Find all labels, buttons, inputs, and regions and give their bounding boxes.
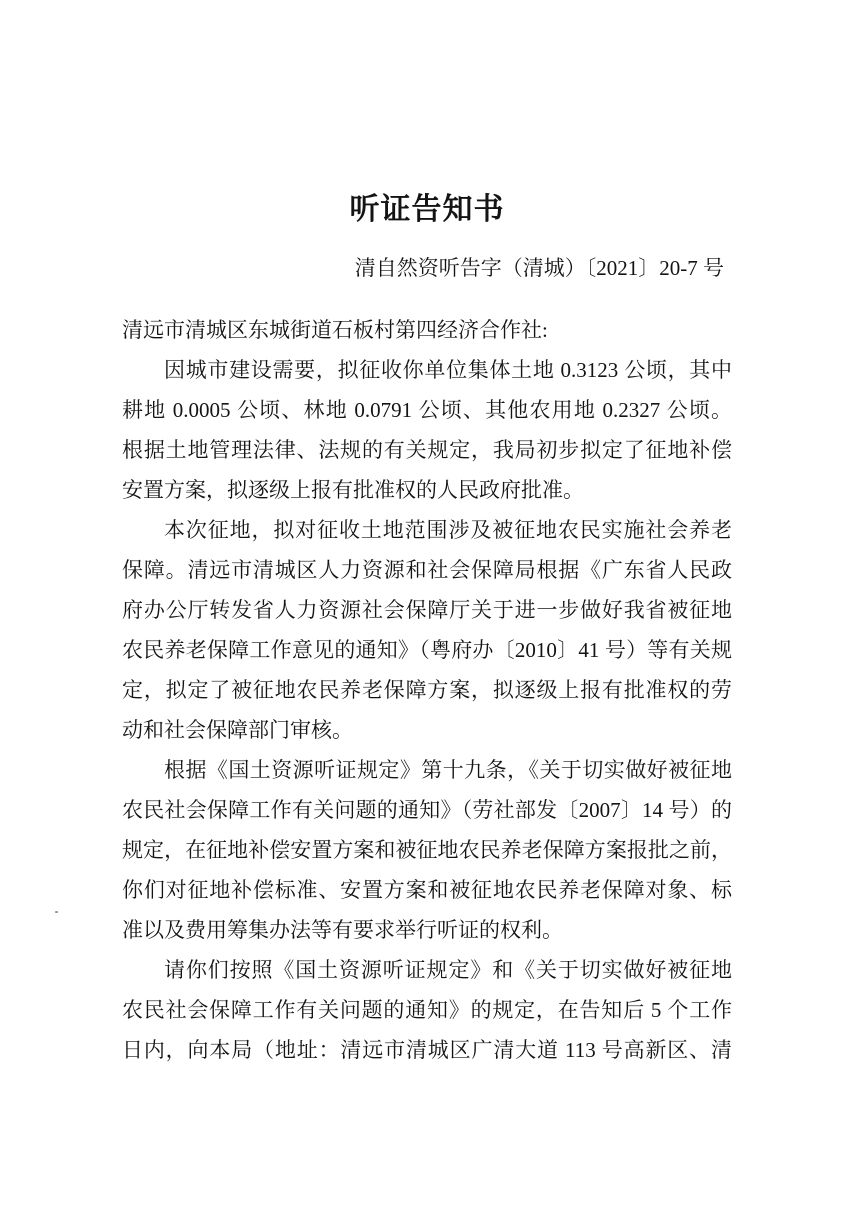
document-line: 农民社会保障工作有关问题的通知》（劳社部发〔2007〕14 号）的 (122, 798, 732, 822)
document-line: 请你们按照《国土资源听证规定》和《关于切实做好被征地 (164, 958, 732, 982)
document-line: 动和社会保障部门审核。 (122, 718, 353, 742)
document-line: 府办公厅转发省人力资源社会保障厅关于进一步做好我省被征地 (122, 598, 732, 622)
document-line: 农民养老保障工作意见的通知》（粤府办〔2010〕41 号）等有关规 (122, 638, 732, 662)
document-line: 规定，在征地补偿安置方案和被征地农民养老保障方案报批之前， (122, 838, 732, 862)
document-content (122, 190, 732, 1070)
document-line: 定，拟定了被征地农民养老保障方案，拟逐级上报有批准权的劳 (122, 678, 732, 702)
document-line: 你们对征地补偿标准、安置方案和被征地农民养老保障对象、标 (122, 878, 732, 902)
document-line: 农民社会保障工作有关问题的通知》的规定，在告知后 5 个工作 (122, 998, 732, 1022)
document-line: 保障。清远市清城区人力资源和社会保障局根据《广东省人民政 (122, 558, 732, 582)
document-line: 日内，向本局（地址：清远市清城区广清大道 113 号高新区、清 (122, 1038, 732, 1062)
document-line: 因城市建设需要，拟征收你单位集体土地 0.3123 公顷，其中 (164, 358, 732, 382)
document-line: 根据《国土资源听证规定》第十九条，《关于切实做好被征地 (164, 758, 732, 782)
document-number: 清自然资听告字（清城）〔2021〕20-7 号 (354, 256, 724, 280)
document-body (122, 310, 732, 1070)
document-line: 耕地 0.0005 公顷、林地 0.0791 公顷、其他农用地 0.2327 公顷。 (122, 398, 732, 422)
document-line: 根据土地管理法律、法规的有关规定，我局初步拟定了征地补偿 (122, 438, 732, 462)
document-title: 听证告知书 (349, 193, 505, 226)
scan-speck (55, 911, 58, 913)
document-line: 准以及费用筹集办法等有要求举行听证的权利。 (122, 918, 563, 942)
document-line: 安置方案，拟逐级上报有批准权的人民政府批准。 (122, 478, 584, 502)
document-line: 本次征地，拟对征收土地范围涉及被征地农民实施社会养老 (164, 518, 732, 542)
addressee-line: 清远市清城区东城街道石板村第四经济合作社: (122, 318, 548, 342)
